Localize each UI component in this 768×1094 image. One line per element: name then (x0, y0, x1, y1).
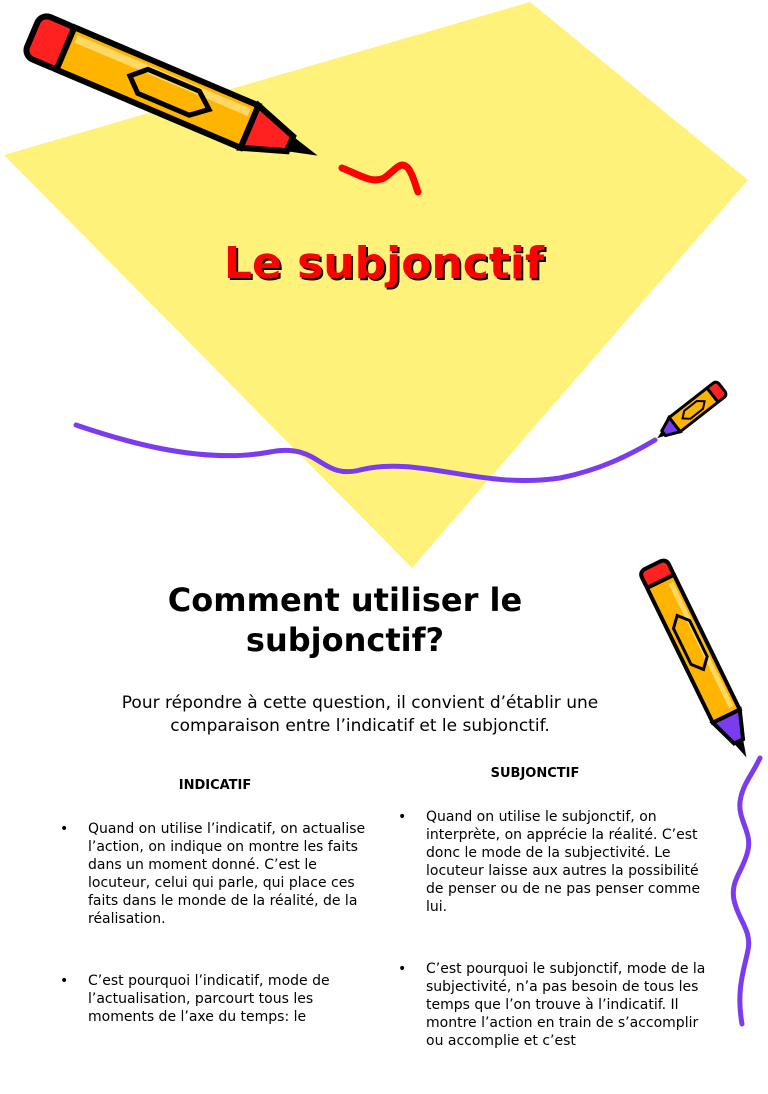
list-item (396, 960, 706, 1050)
bullet-icon: • (60, 973, 69, 989)
slide-heading (130, 580, 560, 660)
bullet-text: C’est pourquoi l’indicatif, mode de l’actualisation, parcourt tous les moments de l’axe du temps: le (88, 973, 330, 1025)
bullet-icon: • (60, 821, 69, 837)
intro-line-2: comparaison entre l’indicatif et le subjonctif. (170, 716, 550, 736)
purple-vertical-squiggle (733, 758, 760, 1024)
list-item (58, 972, 376, 1026)
bullet-text: C’est pourquoi le subjonctif, mode de la subjectivité, n’a pas besoin de tous les temps que l’on trouve à l’indicatif. Il montre l’action en train de s’accomplir ou accomplie et c’est (426, 961, 706, 1049)
heading-line-2: subjonctif? (245, 621, 445, 659)
indicatif-bullet-list (58, 820, 376, 1070)
subjonctif-header: SUBJONCTIF (490, 766, 580, 781)
bullet-icon: • (398, 809, 407, 825)
bullet-icon: • (398, 961, 407, 977)
indicatif-header: INDICATIF (178, 778, 252, 793)
heading-line-1: Comment utiliser le (167, 581, 523, 619)
vertical-pencil-icon (639, 559, 760, 764)
subjonctif-bullet-list (396, 808, 706, 1094)
list-item (58, 820, 376, 928)
slide-title: Le subjonctif (223, 238, 545, 289)
intro-line-1: Pour répondre à cette question, il convient d’établir une (121, 693, 599, 713)
intro-text (70, 692, 650, 738)
small-pencil-icon (652, 381, 728, 446)
comparison-slide (0, 570, 768, 1049)
list-item (396, 808, 706, 916)
bullet-text: Quand on utilise l’indicatif, on actualise l’action, on indique on montre les faits dans un moment donné. C’est le locuteur, celui qui parle, qui place ces faits dans le monde de la réalité, de la réalisation. (88, 821, 366, 927)
bullet-text: Quand on utilise le subjonctif, on interprète, on apprécie la réalité. C’est donc le mode de la subjectivité. Le locuteur laisse aux autres la possibilité de penser ou de ne pas penser comme lui. (426, 809, 701, 915)
